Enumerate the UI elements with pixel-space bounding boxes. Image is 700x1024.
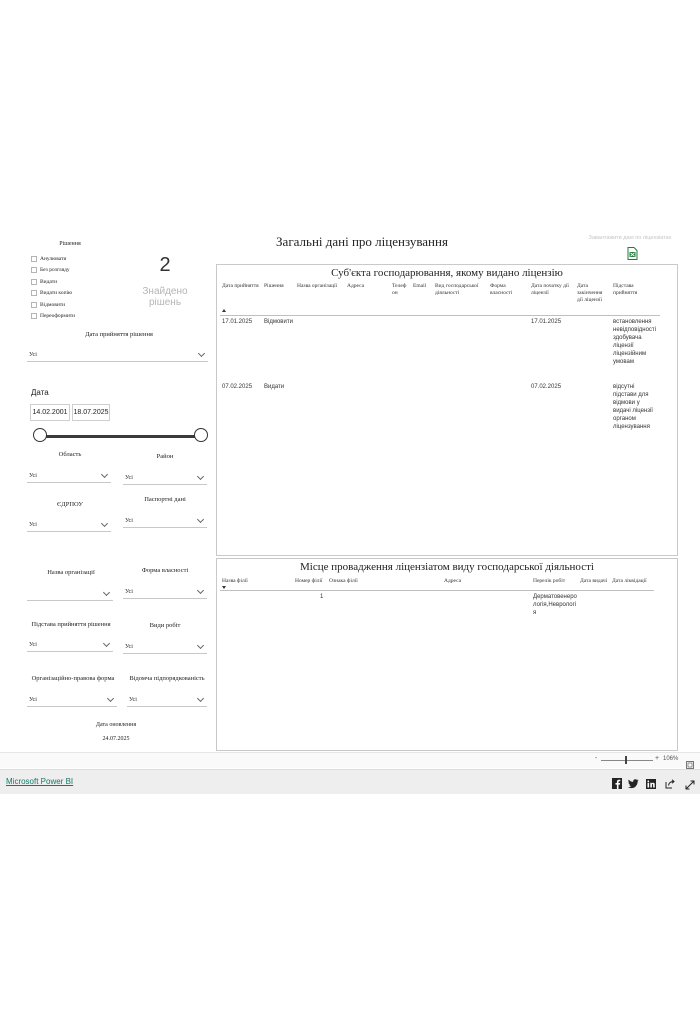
facebook-icon[interactable]: [612, 776, 622, 794]
powerbi-footer: [0, 769, 700, 794]
oblast-dropdown[interactable]: [27, 469, 111, 483]
chevron-down-icon: [197, 472, 204, 479]
decision-date-dropdown[interactable]: [27, 348, 208, 362]
decision-checkbox-list: [31, 253, 111, 322]
chevron-down-icon: [197, 694, 204, 701]
checkbox[interactable]: [31, 313, 37, 319]
basis-label: Підстава прийняття рішення: [31, 621, 111, 628]
subordination-label: Відомча підпорядкованість: [129, 675, 205, 682]
row2-decision: Видати: [264, 384, 285, 390]
col-decision-date[interactable]: Дата прийняття: [222, 283, 259, 289]
edrpou-dropdown[interactable]: [27, 518, 111, 532]
date-slider-track[interactable]: [38, 435, 206, 438]
row1-date: 17.01.2025: [222, 319, 253, 325]
oblast-label: Область: [58, 451, 82, 458]
header-divider: [220, 590, 654, 591]
zoom-slider-thumb[interactable]: [625, 756, 627, 764]
col-org-name[interactable]: Назва організації: [297, 283, 338, 289]
decision-date-label: Дата прийняття рішення: [85, 331, 153, 338]
row2-basis: відсутні підстави для відмови у видачі ліцензії органом ліцензування: [613, 384, 653, 430]
col-basis[interactable]: Підстава прийняття: [613, 283, 638, 296]
dropdown-value: Усі: [125, 474, 133, 481]
org-name-label: Назва організації: [47, 569, 95, 576]
zoom-in-button[interactable]: +: [655, 755, 660, 762]
decision-option-reissue[interactable]: Переоформити: [31, 311, 111, 323]
checkbox[interactable]: [31, 302, 37, 308]
col-activity-type[interactable]: Вид господарської діяльності: [435, 283, 479, 296]
dropdown-value: Усі: [29, 696, 37, 703]
work-types-dropdown[interactable]: [123, 640, 207, 654]
decision-option-no-review[interactable]: Без розгляду: [31, 265, 111, 277]
col-liquidation-date[interactable]: Дата ліквідації: [612, 578, 647, 584]
place-row1-works: Дерматовенерологія,Неврологія: [533, 594, 577, 616]
update-date-label: Дата оновлення: [95, 722, 137, 728]
row1-basis: встановлення невідповідності здобувача ліцензії ліцензійним умовам: [613, 319, 657, 365]
chevron-down-icon: [197, 641, 204, 648]
page-title: Загальні дані про ліцензування: [276, 234, 448, 249]
decision-count-value: 2: [159, 254, 171, 276]
dropdown-value: Усі: [29, 521, 37, 528]
chevron-down-icon: [107, 694, 114, 701]
subject-table-title: Суб'єкта господарювання, якому видано ліцензію: [331, 267, 563, 279]
col-branch-sign[interactable]: Ознака філії: [329, 578, 358, 584]
dropdown-value: Усі: [129, 696, 137, 703]
col-issue-date[interactable]: Дата видачі: [580, 578, 608, 584]
decision-option-refuse[interactable]: Відмовити: [31, 299, 111, 311]
zoom-out-button[interactable]: -: [595, 755, 598, 762]
decision-option-annul[interactable]: Анулювати: [31, 253, 111, 265]
col-works-list[interactable]: Перелік робіт: [533, 578, 566, 584]
row2-date: 07.02.2025: [222, 384, 253, 390]
date-from-input[interactable]: 14.02.2001: [30, 404, 70, 421]
zoom-level: 106%: [663, 756, 679, 762]
rayon-label: Район: [156, 453, 174, 460]
place-row1-branch-number: 1: [320, 594, 324, 600]
passport-label: Паспортні дані: [144, 496, 186, 503]
fullscreen-icon[interactable]: [685, 777, 695, 795]
col-address[interactable]: Адреса: [347, 283, 365, 289]
edrpou-label: ЄДРПОУ: [57, 501, 83, 508]
work-types-label: Види робіт: [149, 622, 181, 629]
dropdown-value: Усі: [125, 643, 133, 650]
date-slider-start-handle[interactable]: [33, 428, 47, 442]
row1-decision: Відмовити: [264, 319, 293, 325]
rayon-dropdown[interactable]: [123, 471, 207, 485]
col-license-start[interactable]: Дата початку дії ліцензії: [531, 283, 569, 296]
decision-filter-title: Рішення: [59, 241, 81, 247]
subordination-dropdown[interactable]: [127, 693, 207, 707]
chevron-down-icon: [198, 349, 205, 356]
chevron-down-icon: [101, 519, 108, 526]
download-data-link[interactable]: Завантажити дані по ліцензіатах: [588, 235, 672, 241]
checkbox[interactable]: [31, 267, 37, 273]
chevron-down-icon: [103, 639, 110, 646]
ownership-dropdown[interactable]: [123, 585, 207, 599]
zoom-slider-track[interactable]: [601, 760, 653, 761]
legal-form-dropdown[interactable]: [27, 693, 117, 707]
checkbox[interactable]: [31, 290, 37, 296]
share-icon[interactable]: [665, 776, 675, 794]
ownership-label: Форма власності: [141, 567, 189, 574]
dropdown-value: Усі: [125, 588, 133, 595]
row2-start: 07.02.2025: [531, 384, 562, 390]
col-decision[interactable]: Рішення: [264, 283, 284, 289]
chevron-down-icon: [101, 470, 108, 477]
sort-ascending-icon[interactable]: [222, 309, 226, 312]
checkbox[interactable]: [31, 256, 37, 262]
legal-form-label: Організаційно-правова форма: [31, 675, 115, 682]
update-date-value: 24.07.2025: [102, 736, 130, 742]
col-phone[interactable]: Телефон: [392, 283, 407, 296]
passport-dropdown[interactable]: [123, 514, 207, 528]
place-table-title: Місце провадження ліцензіатом виду господарської діяльності: [300, 561, 594, 573]
chevron-down-icon: [197, 515, 204, 522]
date-slider-end-handle[interactable]: [194, 428, 208, 442]
date-to-input[interactable]: 18.07.2025: [72, 404, 110, 421]
header-divider: [220, 315, 660, 316]
place-table-panel: [216, 558, 678, 751]
org-name-dropdown[interactable]: [27, 587, 113, 601]
excel-download-icon[interactable]: [627, 247, 638, 265]
dropdown-value: Усі: [29, 472, 37, 479]
chevron-down-icon: [197, 586, 204, 593]
dropdown-value: Усі: [29, 351, 37, 358]
col-branch-name[interactable]: Назва філії: [222, 578, 248, 584]
col-ownership[interactable]: Форма власності: [490, 283, 513, 296]
col-email[interactable]: Email: [413, 283, 427, 289]
dropdown-value: Усі: [125, 517, 133, 524]
row1-start: 17.01.2025: [531, 319, 562, 325]
decision-count-label: Знайдено рішень: [142, 286, 188, 308]
linkedin-icon[interactable]: [646, 776, 656, 794]
dropdown-value: Усі: [29, 641, 37, 648]
subject-table-panel: [216, 264, 678, 556]
col-place-address[interactable]: Адреса: [444, 578, 462, 584]
twitter-icon[interactable]: [628, 776, 639, 794]
decision-option-issue[interactable]: Видати: [31, 276, 111, 288]
chevron-down-icon: [103, 588, 110, 595]
decision-option-issue-copy[interactable]: Видати копію: [31, 288, 111, 300]
basis-dropdown[interactable]: [27, 638, 113, 652]
date-range-label: Дата: [31, 388, 49, 397]
sort-descending-icon[interactable]: [222, 586, 226, 589]
col-license-end[interactable]: Дата закінчення дії ліцензії: [577, 283, 603, 303]
checkbox[interactable]: [31, 279, 37, 285]
col-branch-number[interactable]: Номер філії: [295, 578, 323, 584]
powerbi-link[interactable]: Microsoft Power BI: [6, 777, 74, 786]
